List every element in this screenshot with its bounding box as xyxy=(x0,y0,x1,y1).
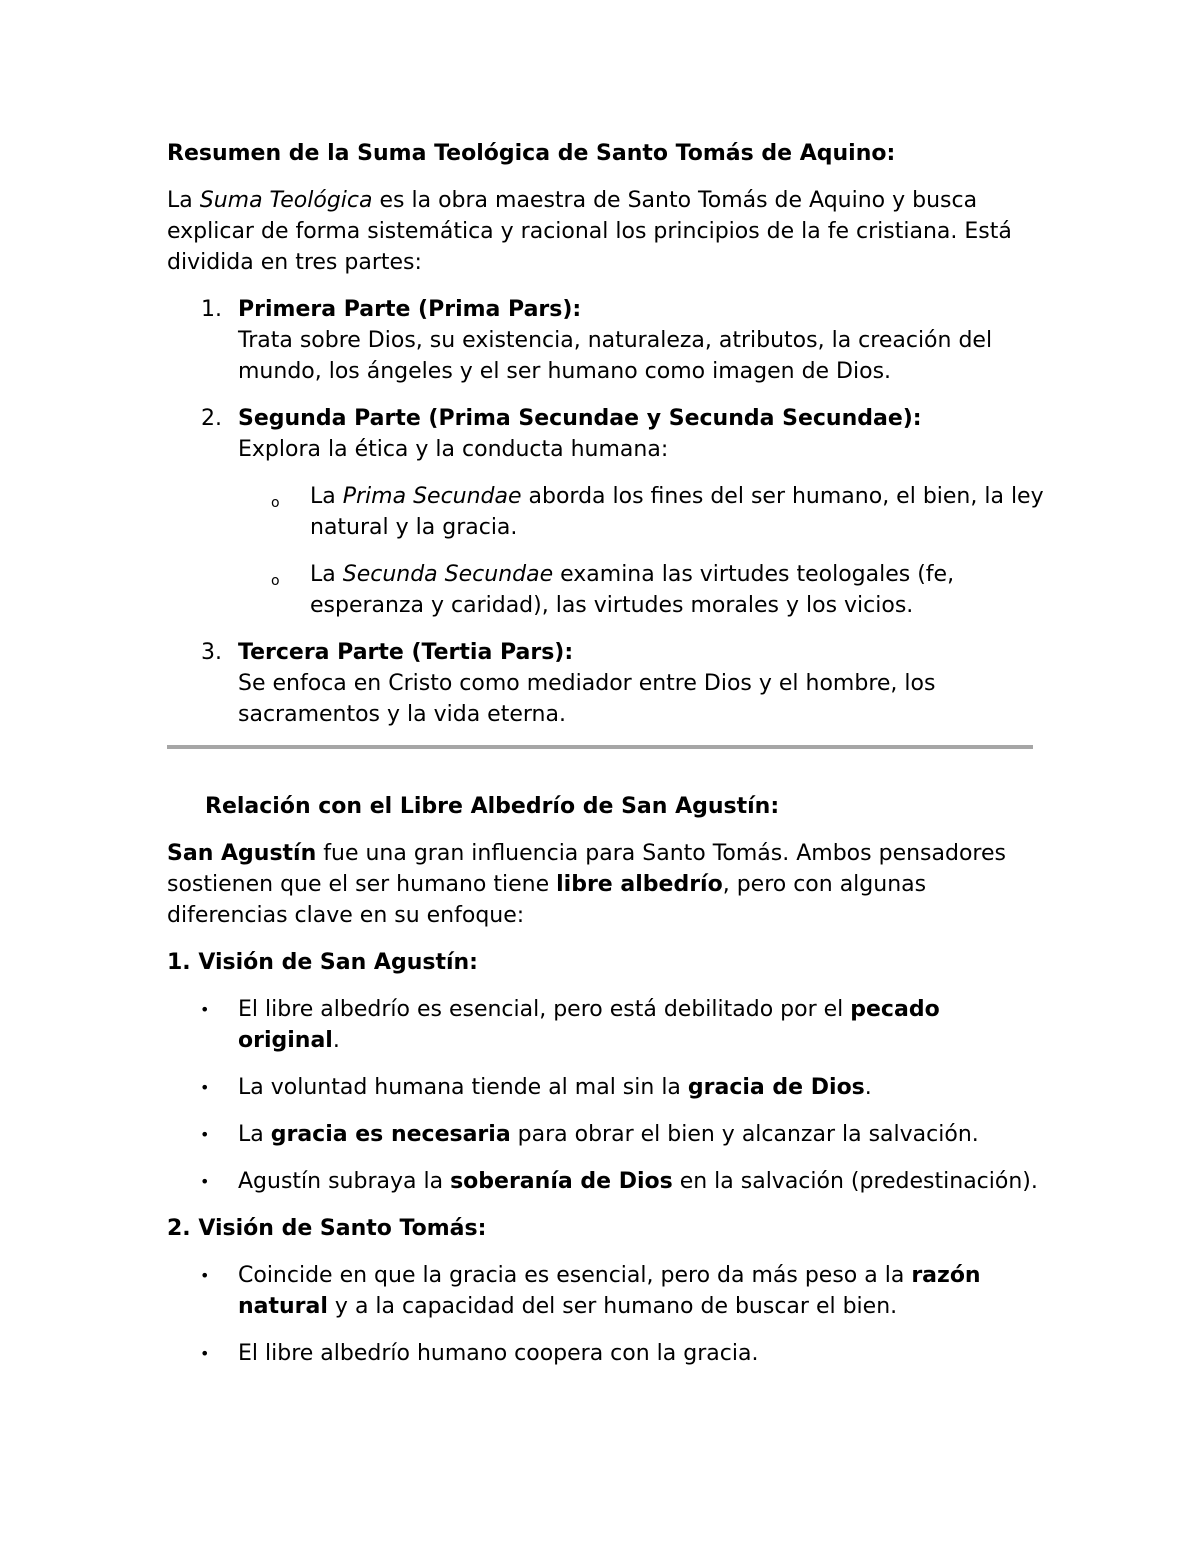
sub-item-text: La xyxy=(310,484,343,509)
horizontal-divider xyxy=(167,745,1033,749)
bullet-text-rest: . xyxy=(332,1028,340,1053)
augustine-bullet-list xyxy=(167,994,1047,1197)
bullet-bold: gracia de Dios xyxy=(687,1075,865,1100)
bullet-text: Agustín subraya la xyxy=(238,1169,451,1194)
part-description: Explora la ética y la conducta humana: xyxy=(238,437,669,462)
intro-text: La xyxy=(167,188,200,213)
part-title: Primera Parte (Prima Pars): xyxy=(238,297,582,322)
part-number: 3. xyxy=(201,640,222,665)
part-title: Segunda Parte (Prima Secundae y Secunda Secundae): xyxy=(238,406,922,431)
sub-item-italic: Prima Secundae xyxy=(342,484,522,509)
bullet-bold: gracia es necesaria xyxy=(270,1122,511,1147)
bullet-item xyxy=(167,994,1047,1056)
bullet-icon: • xyxy=(200,1078,210,1097)
bullet-item xyxy=(167,1260,1047,1322)
bullet-text: El libre albedrío humano coopera con la gracia. xyxy=(238,1341,759,1366)
relation-heading: Relación con el Libre Albedrío de San Agustín: xyxy=(205,794,780,819)
intro-text-rest: es la obra maestra de Santo Tomás de Aquino y busca explicar de forma sistemática y racional los principios de la fe cristiana. Está dividida en tres partes: xyxy=(167,188,1012,275)
bullet-text: El libre albedrío es esencial, pero está debilitado por el xyxy=(238,997,851,1022)
part-item xyxy=(167,403,1047,621)
circle-bullet-icon: o xyxy=(271,495,280,511)
bullet-text: Coincide en que la gracia es esencial, pero da más peso a la xyxy=(238,1263,912,1288)
bullet-item xyxy=(167,1338,1047,1369)
augustine-heading: 1. Visión de San Agustín: xyxy=(167,950,478,975)
summary-heading: Resumen de la Suma Teológica de Santo Tomás de Aquino: xyxy=(167,141,896,166)
part-title: Tercera Parte (Tertia Pars): xyxy=(238,640,574,665)
bullet-bold: razón natural xyxy=(238,1263,981,1319)
bullet-icon: • xyxy=(200,1344,210,1363)
part-description: Se enfoca en Cristo como mediador entre Dios y el hombre, los sacramentos y la vida eterna. xyxy=(238,671,936,727)
bullet-text: La xyxy=(238,1122,271,1147)
sub-item-text-rest: examina las virtudes teologales (fe, esperanza y caridad), las virtudes morales y los vicios. xyxy=(310,562,955,618)
bullet-icon: • xyxy=(200,1266,210,1285)
bullet-bold: soberanía de Dios xyxy=(450,1169,673,1194)
part-sublist xyxy=(238,481,1047,621)
bullet-text: La voluntad humana tiende al mal sin la xyxy=(238,1075,688,1100)
summary-intro xyxy=(167,185,1047,278)
bullet-icon: • xyxy=(200,1125,210,1144)
bullet-icon: • xyxy=(200,1000,210,1019)
bullet-text-rest: en la salvación (predestinación). xyxy=(672,1169,1038,1194)
thomas-heading: 2. Visión de Santo Tomás: xyxy=(167,1216,487,1241)
bullet-bold: pecado original xyxy=(238,997,940,1053)
intro-text-rest: , pero con algunas diferencias clave en su enfoque: xyxy=(167,872,927,928)
intro-text: fue una gran influencia para Santo Tomás. Ambos pensadores sostienen que el ser humano tiene xyxy=(167,841,1006,897)
bullet-text-rest: para obrar el bien y alcanzar la salvación. xyxy=(510,1122,979,1147)
sub-item-text-rest: aborda los fines del ser humano, el bien, la ley natural y la gracia. xyxy=(310,484,1044,540)
bullet-item xyxy=(167,1119,1047,1150)
sub-list-item xyxy=(238,481,1047,543)
sub-item-text: La xyxy=(310,562,343,587)
sub-item-italic: Secunda Secundae xyxy=(342,562,554,587)
circle-bullet-icon: o xyxy=(271,573,280,589)
thomas-bullet-list xyxy=(167,1260,1047,1369)
intro-bold-name: San Agustín xyxy=(167,841,317,866)
sub-list-item xyxy=(238,559,1047,621)
part-number: 1. xyxy=(201,297,222,322)
bullet-item xyxy=(167,1166,1047,1197)
part-item xyxy=(167,637,1047,730)
bullet-text-rest: y a la capacidad del ser humano de buscar el bien. xyxy=(327,1294,898,1319)
part-description: Trata sobre Dios, su existencia, naturaleza, atributos, la creación del mundo, los ángeles y el ser humano como imagen de Dios. xyxy=(238,328,993,384)
part-number: 2. xyxy=(201,406,222,431)
parts-list xyxy=(167,294,1047,730)
part-item xyxy=(167,294,1047,387)
intro-italic-title: Suma Teológica xyxy=(199,188,373,213)
bullet-icon: • xyxy=(200,1172,210,1191)
relation-intro xyxy=(167,838,1047,931)
intro-bold-term: libre albedrío xyxy=(556,872,723,897)
bullet-item xyxy=(167,1072,1047,1103)
document-page xyxy=(167,138,1047,1385)
bullet-text-rest: . xyxy=(864,1075,872,1100)
